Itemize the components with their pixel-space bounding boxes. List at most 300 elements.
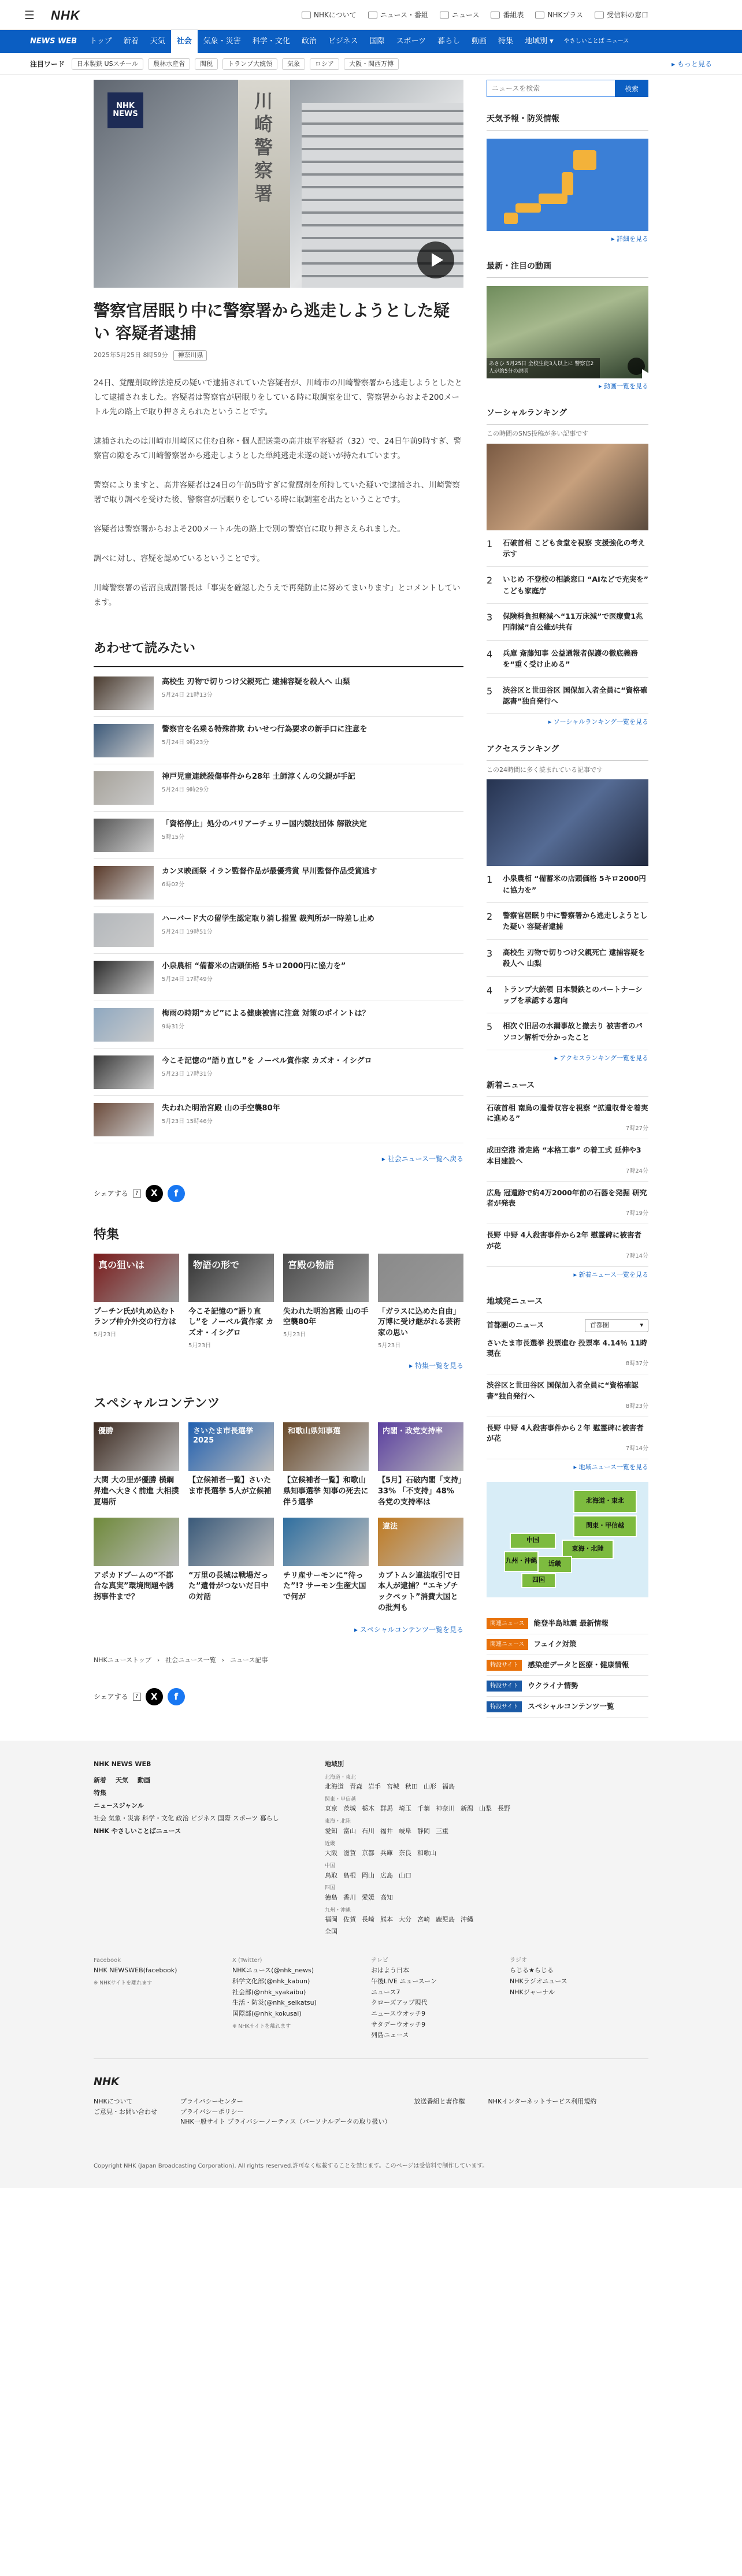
news-item[interactable]: [487, 1224, 648, 1267]
top-link-label: NHKについて: [314, 11, 357, 19]
ranking-item[interactable]: [487, 1013, 648, 1050]
social-ranking-image[interactable]: [487, 444, 648, 530]
footer-region-link[interactable]: 山形: [424, 1783, 436, 1791]
news-item[interactable]: [487, 1374, 648, 1417]
special-card-title: チリ産サーモンに“待った”!? サーモン生産大国で何が: [283, 1571, 366, 1602]
footer-region-link[interactable]: 和歌山: [417, 1849, 436, 1857]
nav-item-13[interactable]: 地域別 ▾: [525, 37, 554, 46]
weather-detail-label: 詳細を見る: [617, 235, 648, 243]
feature-card[interactable]: [188, 1254, 274, 1351]
ranking-item[interactable]: [487, 977, 648, 1014]
footer-region-link[interactable]: 北海道: [325, 1783, 344, 1791]
region-select-value: 首都圏: [590, 1321, 609, 1329]
footer-region-link[interactable]: 群馬: [380, 1805, 393, 1813]
keyword-tag[interactable]: 気象: [282, 58, 305, 70]
special-link-text: 感染症データと医療・健康情報: [528, 1660, 629, 1669]
special-link-label: 特設サイト: [487, 1681, 522, 1692]
related-date: 5月23日 15時46分: [162, 1118, 213, 1125]
feature-thumbnail: [378, 1254, 463, 1302]
footer-link[interactable]: 午後LIVE ニュースーン: [371, 1977, 437, 1985]
footer-region-link[interactable]: 鹿児島: [436, 1916, 455, 1924]
search-button[interactable]: 検索: [615, 80, 648, 97]
map-region[interactable]: 東海・北陸: [562, 1540, 614, 1559]
new-news-title: 新着ニュース: [487, 1080, 648, 1097]
footer-link[interactable]: ニュース7: [371, 1988, 400, 1996]
footer-region-link[interactable]: 千葉: [417, 1805, 430, 1813]
special-card-title: 【5月】石破内閣「支持」33% 「不支持」48% 各党の支持率は: [378, 1476, 462, 1507]
related-date: 5月24日 21時13分: [162, 692, 213, 699]
related-title: 高校生 刃物で切りつけ父親死亡 逮捕容疑を殺人へ 山梨: [162, 677, 350, 686]
nav-item-7[interactable]: ビジネス: [328, 37, 358, 46]
footer-link[interactable]: 科学文化部(@nhk_kabun): [232, 1977, 310, 1985]
footer-link[interactable]: 社会部(@nhk_syakaibu): [232, 1988, 306, 1996]
footer-region-area: 関東・甲信越: [325, 1796, 357, 1802]
region-more-label: 地域ニュース一覧を見る: [578, 1463, 648, 1471]
video-list-label: 動画一覧を見る: [604, 382, 648, 390]
police-sign-text: 川崎警察署: [251, 91, 273, 207]
location-tag[interactable]: 神奈川県: [173, 350, 207, 361]
region-select[interactable]: [585, 1319, 648, 1332]
footer-link[interactable]: NHKジャーナル: [510, 1988, 555, 1996]
map-region[interactable]: 四国: [521, 1573, 556, 1588]
help-icon-bottom[interactable]: ?: [133, 1693, 141, 1701]
keyword-bar: [0, 53, 742, 75]
keyword-tag[interactable]: ロシア: [310, 58, 339, 70]
footer-link-video[interactable]: 動画: [138, 1776, 150, 1784]
more-special-link[interactable]: ▸ スペシャルコンテンツ一覧を見る: [354, 1625, 463, 1634]
facebook-share-icon-bottom[interactable]: f: [168, 1688, 185, 1705]
search-input[interactable]: [487, 80, 615, 97]
copyright: Copyright NHK (Japan Broadcasting Corporation). All rights reserved.許可なく転載することを禁じます。このページは受信料で制作しています。: [94, 2162, 488, 2169]
special-thumbnail: [378, 1422, 463, 1471]
more-social-news-link[interactable]: ▸ 社会ニュース一覧へ戻る: [381, 1154, 463, 1163]
footer-region-link[interactable]: 高知: [380, 1894, 393, 1902]
footer-region-links: [325, 1826, 614, 1837]
footer-bottom-link[interactable]: 放送番組と著作権: [414, 2098, 465, 2106]
article-date: 2025年5月25日 8時59分: [94, 351, 168, 359]
nav-item-10[interactable]: 暮らし: [437, 37, 460, 46]
feature-card[interactable]: [378, 1254, 463, 1351]
video-play-icon[interactable]: [628, 358, 645, 375]
news-date: 7時14分: [625, 1445, 648, 1452]
footer-region-link[interactable]: 三重: [436, 1827, 448, 1835]
footer-region-links: [325, 1870, 614, 1882]
nav-item-0[interactable]: トップ: [90, 37, 112, 46]
footer-region-link[interactable]: 東京: [325, 1805, 337, 1813]
nav-item-3[interactable]: 社会: [171, 30, 198, 53]
special-thumb-text: 内閣・政党支持率: [383, 1427, 443, 1436]
footer-nhk-logo[interactable]: NHK: [94, 2076, 120, 2088]
top-link-5[interactable]: [595, 10, 648, 20]
map-region[interactable]: 中国: [510, 1533, 556, 1549]
footer-link[interactable]: NHKニュース(@nhk_news): [232, 1967, 314, 1975]
special-link-label: 関連ニュース: [487, 1639, 528, 1650]
ranking-item[interactable]: [487, 940, 648, 977]
footer-region-link[interactable]: 兵庫: [380, 1849, 393, 1857]
news-date: 7時24分: [625, 1168, 648, 1174]
feature-card[interactable]: [283, 1254, 369, 1351]
breadcrumb: [94, 1656, 463, 1666]
access-more-label: アクセスランキング一覧を見る: [559, 1054, 648, 1062]
footer-link[interactable]: おはよう日本: [371, 1967, 409, 1975]
access-ranking-image[interactable]: [487, 779, 648, 866]
related-item[interactable]: [94, 954, 463, 1001]
link-icon: [440, 12, 449, 18]
footer-region-link[interactable]: 福井: [380, 1827, 393, 1835]
special-card[interactable]: [94, 1422, 179, 1508]
ranking-item[interactable]: [487, 567, 648, 604]
special-grid: [94, 1422, 463, 1614]
footer-region-link[interactable]: 山口: [399, 1871, 411, 1879]
special-thumbnail: [188, 1518, 274, 1566]
video-caption: あさひ 5月25日 全校生徒3人以上に 警察官2人が約5分の説明: [487, 358, 600, 378]
special-thumbnail: [94, 1518, 179, 1566]
top-link-label: 番組表: [503, 11, 524, 19]
ranking-number: 3: [487, 947, 493, 959]
footer-region-link[interactable]: 茨城: [343, 1805, 356, 1813]
breadcrumb-item[interactable]: 社会ニュース一覧: [165, 1656, 216, 1664]
video-list-link[interactable]: ▸ 動画一覧を見る: [598, 382, 648, 390]
map-region[interactable]: 北海道・東北: [573, 1490, 637, 1513]
ranking-title: いじめ 不登校の相談窓口 “AIなどで充実を” こども家庭庁: [503, 575, 648, 595]
related-title: 失われた明治宮殿 山の手空襲80年: [162, 1103, 280, 1113]
nav-item-1[interactable]: 新着: [123, 37, 139, 46]
top-link-4[interactable]: [535, 10, 583, 20]
footer-bottom-link[interactable]: NHKについて: [94, 2098, 133, 2106]
footer-facebook-link[interactable]: NHK NEWSWEB(facebook): [94, 1967, 177, 1975]
footer-region-link[interactable]: 福島: [442, 1783, 455, 1791]
footer-region-links: [325, 1803, 614, 1815]
article-paragraph: 逮捕されたのは川崎市川崎区に住む自称・個人配送業の髙井康平容疑者（32）で、24日午前9時すぎ、警察官の隙をみて川崎警察署から逃走しようとした単純逃走未遂の疑いが持たれています。: [94, 436, 462, 460]
related-item[interactable]: [94, 1049, 463, 1096]
footer-region-link[interactable]: 青森: [350, 1783, 362, 1791]
footer-social: [94, 1956, 648, 2041]
keyword-tag[interactable]: トランプ大統領: [222, 58, 277, 70]
nav-item-9[interactable]: スポーツ: [396, 37, 426, 46]
footer-bottom-link[interactable]: NHK一般サイト プライバシーノーティス（パーソナルデータの取り扱い）: [180, 2118, 391, 2126]
related-item[interactable]: [94, 906, 463, 954]
special-card[interactable]: [188, 1518, 274, 1614]
article-meta: [94, 350, 463, 361]
nav-item-2[interactable]: 天気: [150, 37, 165, 46]
special-card[interactable]: [188, 1422, 274, 1508]
news-item[interactable]: [487, 1139, 648, 1182]
footer-link[interactable]: 国際部(@nhk_kokusai): [232, 2009, 302, 2017]
keyword-tag[interactable]: 大阪・関西万博: [344, 58, 399, 70]
ranking-number: 1: [487, 538, 493, 549]
special-link[interactable]: [487, 1634, 648, 1655]
ranking-item[interactable]: [487, 866, 648, 903]
footer-region-link[interactable]: 埼玉: [399, 1805, 411, 1813]
footer-link[interactable]: サタデーウオッチ9: [371, 2020, 426, 2028]
related-text: [162, 1103, 280, 1136]
weather-map[interactable]: [487, 139, 648, 231]
footer-region-links: [325, 1892, 614, 1904]
special-card-title: アポカドブームの“不都合な真実”環境問題や誘拐事件まで？: [94, 1571, 174, 1602]
ranking-number: 2: [487, 575, 493, 586]
feature-thumbnail: [94, 1254, 179, 1302]
keyword-tag[interactable]: 日本製鉄 USスチール: [72, 58, 143, 70]
social-more-link[interactable]: ▸ ソーシャルランキング一覧を見る: [548, 718, 648, 726]
special-thumb-text: さいたま市長選挙 2025: [193, 1427, 254, 1445]
footer-region-area: 北海道・東北: [325, 1774, 357, 1780]
news-date: 7時14分: [625, 1252, 648, 1259]
special-link[interactable]: [487, 1676, 648, 1697]
footer-bottom-col: [488, 2097, 596, 2127]
footer-region-link[interactable]: 大阪: [325, 1849, 337, 1857]
footer-region-link[interactable]: 徳島: [325, 1894, 337, 1902]
top-link-label: 受信料の窓口: [606, 11, 648, 19]
special-link-label: 特設サイト: [487, 1660, 522, 1671]
related-title: 梅雨の時期“カビ”による健康被害に注意 対策のポイントは？: [162, 1009, 370, 1018]
footer-region-link[interactable]: 愛媛: [362, 1894, 374, 1902]
chevron-down-icon: ▾: [640, 1321, 643, 1329]
weather-title: 天気予報・防災情報: [487, 113, 648, 131]
footer-region-link[interactable]: 滋賀: [343, 1849, 356, 1857]
footer-link-features[interactable]: 特集: [94, 1789, 106, 1797]
footer-region-link[interactable]: 岩手: [368, 1783, 381, 1791]
footer-radio: [510, 1956, 625, 2041]
keyword-tag[interactable]: 関税: [195, 58, 218, 70]
footer-region-link[interactable]: 神奈川: [436, 1805, 455, 1813]
footer-bottom-link[interactable]: ご意見・お問い合わせ: [94, 2107, 157, 2116]
breadcrumb-item[interactable]: NHKニューストップ: [94, 1656, 151, 1664]
footer-region-link[interactable]: 長野: [498, 1805, 510, 1813]
feature-thumbnail: [283, 1254, 369, 1302]
special-card[interactable]: [378, 1518, 463, 1614]
footer-region-link[interactable]: 石川: [362, 1827, 374, 1835]
region-more-link[interactable]: ▸ 地域ニュース一覧を見る: [573, 1463, 648, 1471]
related-date: 5月24日 19時51分: [162, 929, 213, 936]
nav-item-12[interactable]: 特集: [498, 37, 514, 46]
social-more-label: ソーシャルランキング一覧を見る: [553, 718, 648, 726]
news-web-brand[interactable]: NEWS WEB: [30, 37, 77, 46]
keyword-tag[interactable]: 農林水産省: [148, 58, 190, 70]
footer-genres[interactable]: 社会 気象・災害 科学・文化 政治 ビジネス 国際 スポーツ 暮らし: [94, 1814, 279, 1822]
ranking-title: 保険料負担軽減へ“11万床減”で医療費1兆円削減”自公維が共有: [503, 612, 643, 632]
special-card[interactable]: [378, 1422, 463, 1508]
related-list: [94, 670, 463, 1143]
related-text: [162, 771, 355, 804]
footer-region-link[interactable]: 秋田: [405, 1783, 418, 1791]
related-item[interactable]: [94, 1001, 463, 1049]
ranking-number: 3: [487, 612, 493, 623]
footer-region-link[interactable]: 大分: [399, 1916, 411, 1924]
top-link-3[interactable]: [491, 10, 524, 20]
share-bar-bottom: [94, 1688, 463, 1705]
news-item[interactable]: [487, 1332, 648, 1375]
special-thumb-text: 和歌山県知事選: [288, 1427, 341, 1436]
footer-region-link[interactable]: 富山: [343, 1827, 356, 1835]
footer-easy-news[interactable]: NHK やさしいことばニュース: [94, 1827, 181, 1835]
related-item[interactable]: [94, 717, 463, 764]
access-more-link[interactable]: ▸ アクセスランキング一覧を見る: [554, 1054, 648, 1062]
special-thumbnail: [283, 1518, 369, 1566]
article-paragraph: 24日、覚醒剤取締法違反の疑いで逮捕されていた容疑者が、川崎市の川崎警察署から逃走しようとしたとして逮捕されました。容疑者は警察官が居眠りをしている時に取調室を出て、警察署からおよそ200メートル先の路上で取り押さえられたということです。: [94, 378, 463, 417]
related-item[interactable]: [94, 859, 463, 906]
feature-thumb-text: 宮殿の物語: [288, 1259, 335, 1270]
region-news-list: [487, 1332, 648, 1460]
footer-region-link[interactable]: 宮崎: [417, 1916, 430, 1924]
related-date: 9時31分: [162, 1024, 185, 1031]
special-link[interactable]: [487, 1697, 648, 1718]
footer-region-link[interactable]: 京都: [362, 1849, 374, 1857]
related-title: ハーバード大の留学生認定取り消し措置 裁判所が一時差し止め: [162, 914, 374, 923]
new-news-more-link[interactable]: ▸ 新着ニュース一覧を見る: [573, 1270, 648, 1278]
footer-bottom-link[interactable]: プライバシーポリシー: [180, 2107, 244, 2116]
footer-region-link[interactable]: 島根: [343, 1871, 356, 1879]
keyword-more-label: もっと見る: [677, 60, 712, 68]
top-link-0[interactable]: [302, 10, 357, 20]
footer-brand[interactable]: NHK NEWS WEB: [94, 1760, 151, 1768]
footer-region-link[interactable]: 岐阜: [399, 1827, 411, 1835]
footer-region-link[interactable]: 静岡: [417, 1827, 430, 1835]
nav-item-11[interactable]: 動画: [471, 37, 487, 46]
ranking-number: 5: [487, 1021, 493, 1033]
footer-region-link[interactable]: 栃木: [362, 1805, 374, 1813]
nav-item-6[interactable]: 政治: [301, 37, 317, 46]
footer-region-link[interactable]: 佐賀: [343, 1916, 356, 1924]
news-item[interactable]: [487, 1182, 648, 1225]
footer-region-link[interactable]: 香川: [343, 1894, 356, 1902]
related-title: 今こそ記憶の“語り直し”を ノーベル賞作家 カズオ・イシグロ: [162, 1056, 372, 1065]
special-card[interactable]: [94, 1518, 179, 1614]
nav-easy-news[interactable]: やさしいことば ニュース: [563, 38, 629, 44]
footer-bottom-link[interactable]: NHKインターネットサービス利用規約: [488, 2098, 597, 2106]
footer-region-link[interactable]: 宮城: [387, 1783, 399, 1791]
footer-region-link[interactable]: 岡山: [362, 1871, 374, 1879]
related-item[interactable]: [94, 670, 463, 717]
news-date: 8時23分: [625, 1403, 648, 1410]
nav-item-4[interactable]: 気象・災害: [203, 37, 241, 46]
breadcrumb-item: ニュース記事: [230, 1656, 268, 1664]
footer-link[interactable]: クローズアップ現代: [371, 1999, 428, 2007]
related-thumbnail: [94, 913, 154, 947]
article-paragraph: 川崎警察署の菅沼良成副署長は「事実を確認したうえで再発防止に努めてまいります」とコメントしています。: [94, 583, 461, 607]
region-selector-row: [487, 1319, 648, 1332]
special-card[interactable]: [283, 1422, 369, 1508]
nav-item-8[interactable]: 国際: [369, 37, 385, 46]
footer-region-link[interactable]: 愛知: [325, 1827, 337, 1835]
footer-link[interactable]: らじる★らじる: [510, 1967, 554, 1975]
footer-radio-title: ラジオ: [510, 1957, 527, 1964]
keyword-title: 注目ワード: [30, 60, 65, 68]
related-thumbnail: [94, 961, 154, 994]
ranking-title: 警察官居眠り中に警察署から逃走しようとした疑い 容疑者逮捕: [503, 911, 648, 931]
special-link[interactable]: [487, 1614, 648, 1634]
region-news-title: 地域発ニュース: [487, 1296, 648, 1313]
related-date: 5月23日 17時31分: [162, 1071, 213, 1078]
top-link-2[interactable]: [440, 10, 479, 20]
social-ranking-title: ソーシャルランキング: [487, 407, 648, 425]
footer-region-link[interactable]: 広島: [380, 1871, 393, 1879]
article-paragraph: 警察によりますと、髙井容疑者は24日の午前5時すぎに覚醒剤を所持していた疑いで逮捕され、川崎警察署で取り調べを受けた後、警察官が居眠りをしている時に取調室を出たということです。: [94, 480, 461, 504]
feature-card[interactable]: [94, 1254, 179, 1351]
map-hokkaido: [573, 150, 596, 170]
footer-region-links: [325, 1848, 614, 1859]
nav-item-5[interactable]: 科学・文化: [252, 37, 290, 46]
footer-link[interactable]: ニュースウオッチ9: [371, 2009, 426, 2017]
map-region[interactable]: 九州・沖縄: [504, 1551, 539, 1572]
special-card-title: 大関 大の里が優勝 横綱昇進へ大きく前進 大相撲夏場所: [94, 1476, 179, 1507]
footer-link[interactable]: NHKラジオニュース: [510, 1977, 567, 1985]
footer-region-link[interactable]: 奈良: [399, 1849, 411, 1857]
footer-all-regions[interactable]: 全国: [325, 1928, 337, 1936]
footer-region-links: [325, 1914, 614, 1926]
keyword-more-link[interactable]: [671, 59, 712, 69]
footer-region-link[interactable]: 福岡: [325, 1916, 337, 1924]
weather-detail-link[interactable]: ▸ 詳細を見る: [611, 235, 648, 243]
footer-region-link[interactable]: 鳥取: [325, 1871, 337, 1879]
facebook-share-icon[interactable]: f: [168, 1185, 185, 1202]
article-hero-video[interactable]: [94, 80, 463, 288]
ranking-number: 4: [487, 984, 493, 996]
news-item[interactable]: [487, 1097, 648, 1140]
ranking-item[interactable]: [487, 530, 648, 567]
feature-title: 今こそ記憶の“語り直し”を ノーベル賞作家 カズオ・イシグロ: [188, 1307, 274, 1338]
related-title: 「資格停止」処分のバリアーチェリー国内競技団体 解散決定: [162, 819, 367, 828]
related-text: [162, 724, 368, 757]
badge-top: NHK: [116, 101, 135, 110]
x-share-icon-bottom[interactable]: X: [146, 1688, 163, 1705]
footer-region-link[interactable]: 山梨: [479, 1805, 492, 1813]
related-date: 5月24日 17時49分: [162, 976, 213, 983]
news-item[interactable]: [487, 1417, 648, 1460]
map-region[interactable]: 近畿: [537, 1556, 572, 1573]
article-title: 警察官居眠り中に警察署から逃走しようとした疑い 容疑者逮捕: [94, 301, 450, 343]
footer-link-weather[interactable]: 天気: [116, 1776, 128, 1784]
ranking-item[interactable]: [487, 903, 648, 940]
chevron-right-icon: ▸: [671, 60, 677, 68]
footer-bottom-link[interactable]: プライバシーセンター: [180, 2098, 243, 2106]
footer-region-link[interactable]: 沖縄: [461, 1916, 473, 1924]
help-icon[interactable]: ?: [133, 1190, 141, 1198]
badge-bottom: NEWS: [113, 110, 138, 118]
special-thumbnail: [188, 1422, 274, 1471]
x-share-icon[interactable]: X: [146, 1185, 163, 1202]
article-paragraph: 容疑者は警察署からおよそ200メートル先の路上で別の警察官に取り押さえられました。: [94, 524, 405, 534]
special-card-title: 【立候補者一覧】和歌山県知事選挙 知事の死去に伴う選挙: [283, 1476, 369, 1507]
footer-region-link[interactable]: 長崎: [362, 1916, 374, 1924]
related-item[interactable]: [94, 812, 463, 859]
ranking-item[interactable]: [487, 678, 648, 715]
footer-link[interactable]: 生活・防災(@nhk_seikatsu): [232, 1999, 317, 2007]
special-card[interactable]: [283, 1518, 369, 1614]
footer-region-link[interactable]: 熊本: [380, 1916, 393, 1924]
map-region[interactable]: 関東・甲信越: [573, 1515, 637, 1537]
special-link[interactable]: [487, 1655, 648, 1676]
more-features-link[interactable]: ▸ 特集一覧を見る: [409, 1362, 463, 1370]
ranking-number: 4: [487, 648, 493, 660]
feature-date: 5月23日: [188, 1343, 212, 1350]
nhk-logo[interactable]: NHK: [51, 8, 80, 23]
link-icon: [368, 12, 377, 18]
top-link-1[interactable]: [368, 10, 428, 20]
related-item[interactable]: [94, 1096, 463, 1143]
related-item[interactable]: [94, 764, 463, 812]
ranking-item[interactable]: [487, 641, 648, 678]
ranking-item[interactable]: [487, 604, 648, 641]
footer-x: [232, 1956, 348, 2041]
hamburger-menu-icon[interactable]: ☰: [24, 8, 35, 22]
footer-link[interactable]: 列島ニュース: [371, 2031, 409, 2039]
footer-region-link[interactable]: 新潟: [461, 1805, 473, 1813]
related-thumbnail: [94, 676, 154, 710]
footer-tv-list: [371, 1965, 487, 2041]
featured-video[interactable]: [487, 286, 648, 378]
play-icon[interactable]: [417, 241, 454, 278]
footer-link-new[interactable]: 新着: [94, 1776, 106, 1784]
